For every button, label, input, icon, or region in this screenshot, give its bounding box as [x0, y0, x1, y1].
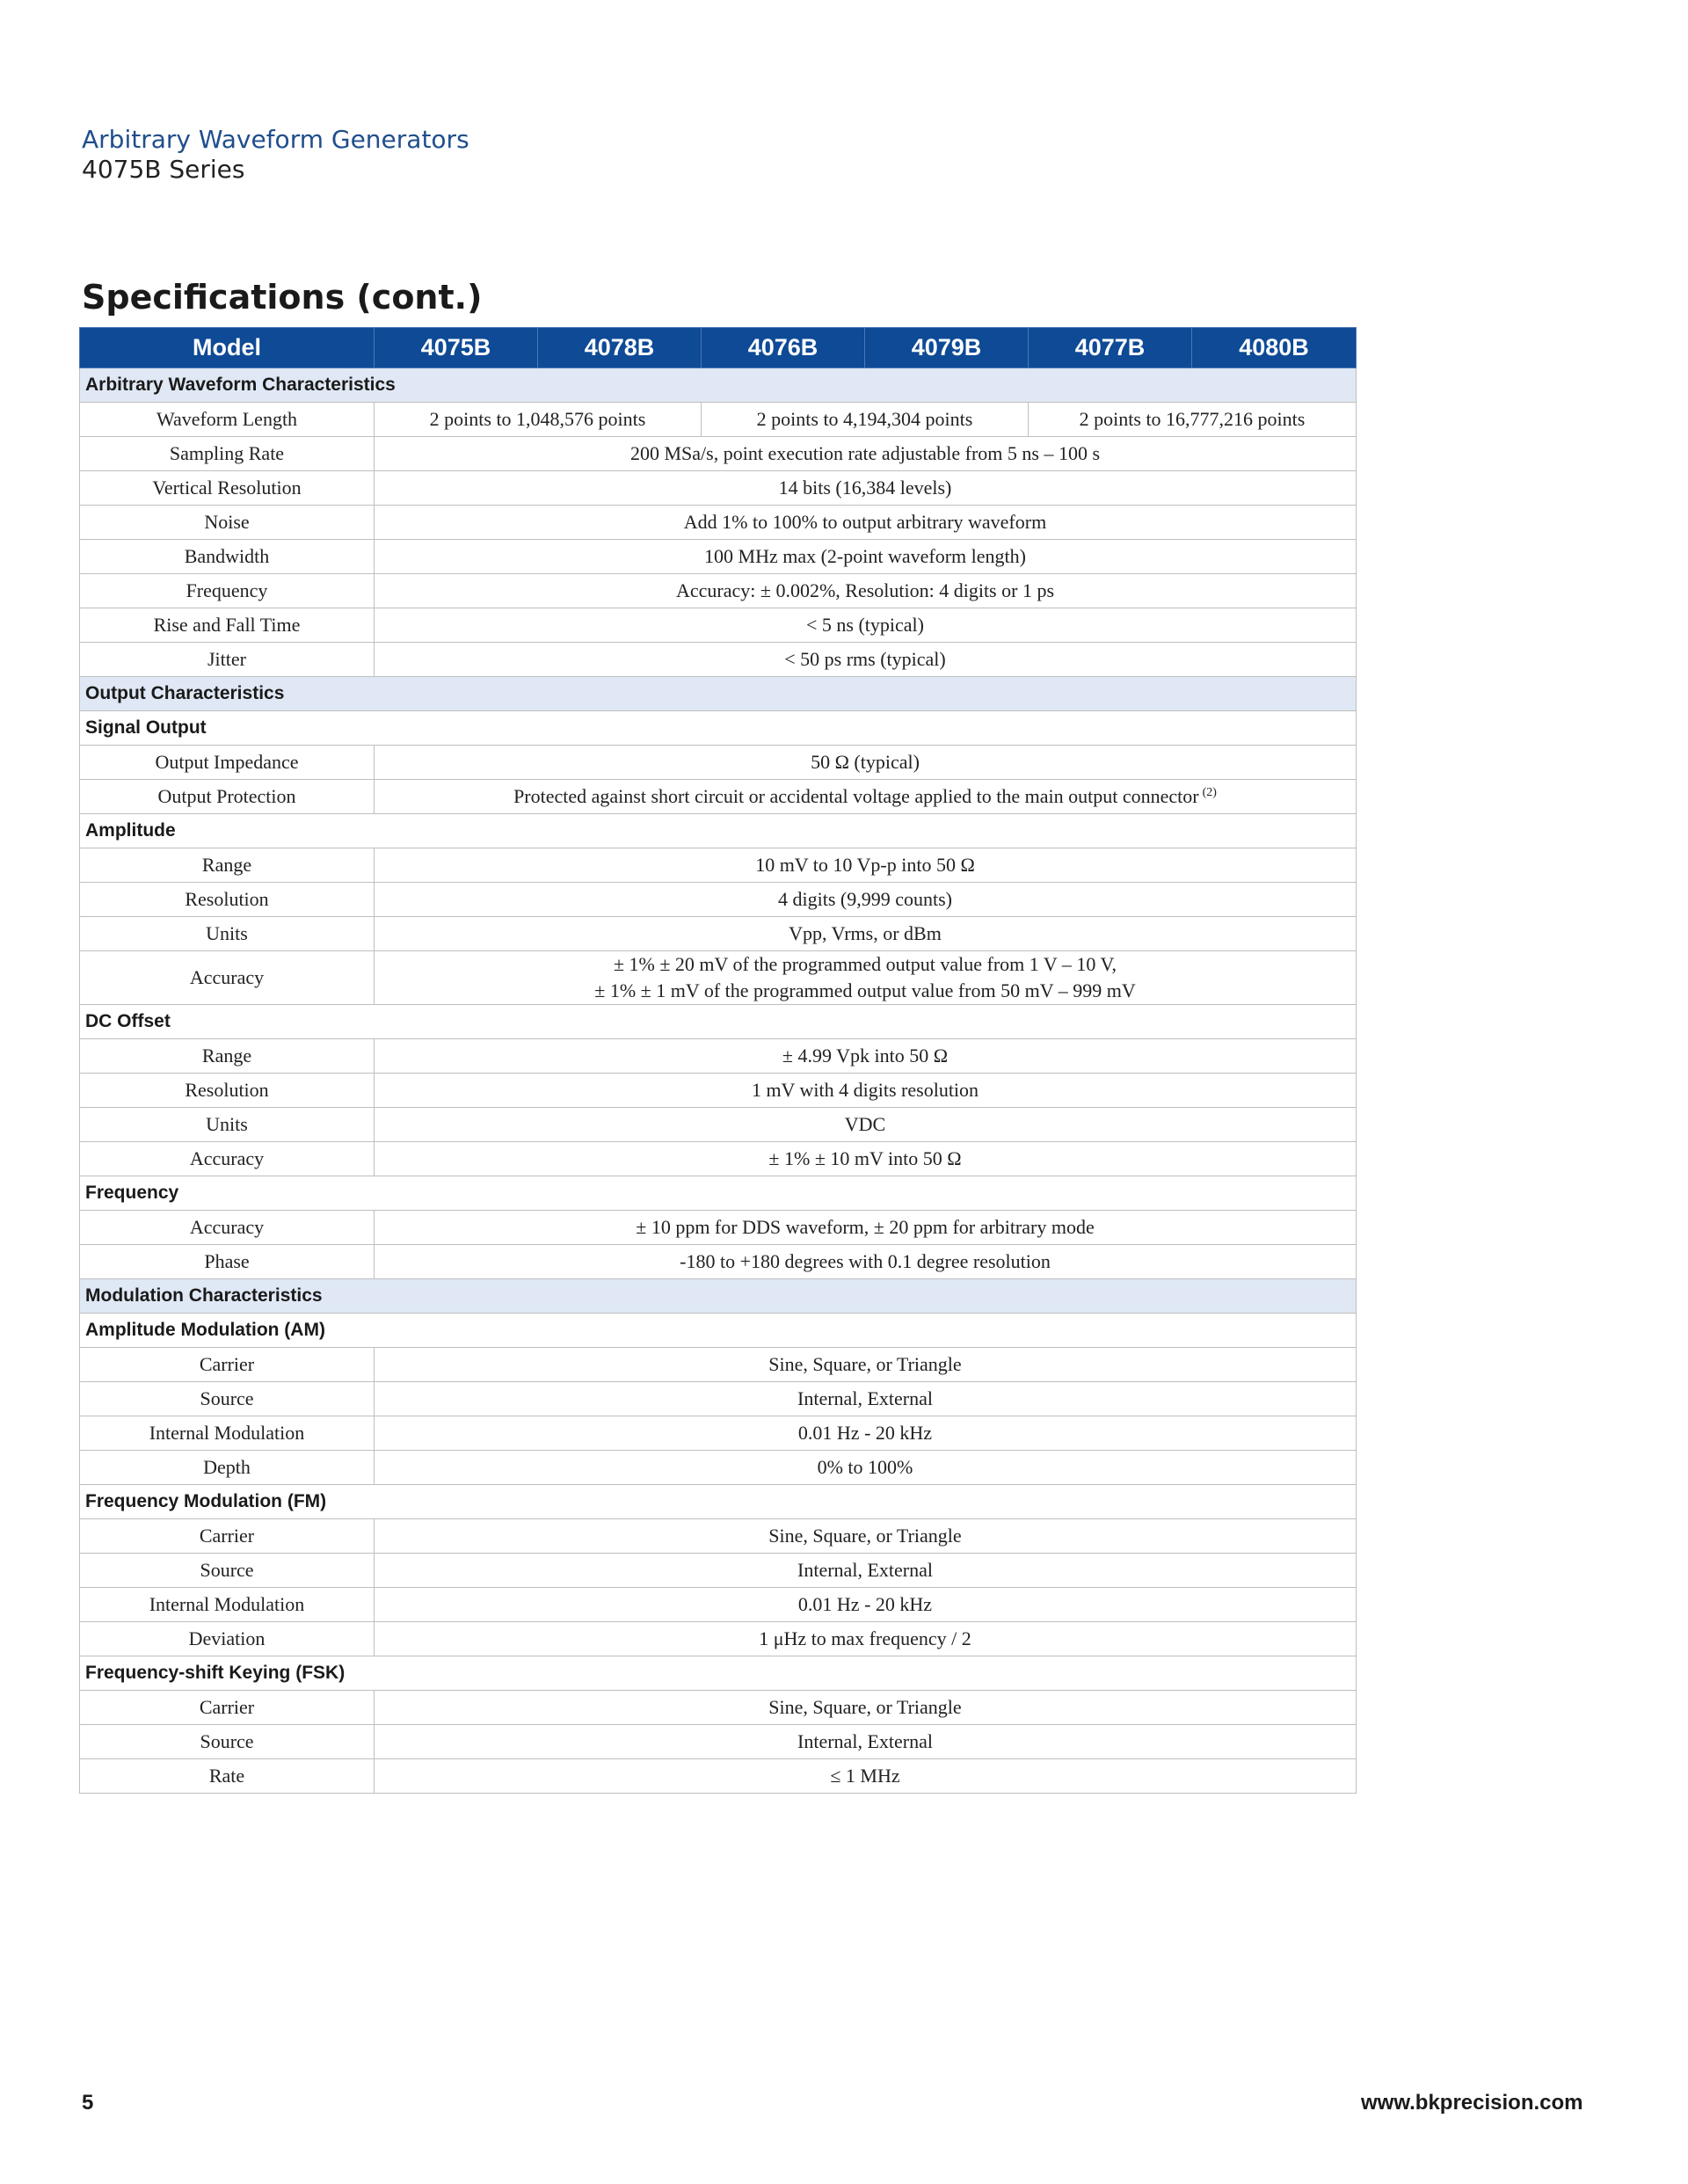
row-value: Internal, External: [375, 1554, 1357, 1588]
row-label: Range: [80, 1039, 375, 1074]
row-value: ± 1% ± 10 mV into 50 Ω: [375, 1142, 1357, 1176]
row-value: [375, 780, 1357, 814]
row-value: Internal, External: [375, 1382, 1357, 1416]
table-row: [80, 506, 1357, 540]
table-row: [80, 1382, 1357, 1416]
subcategory-heading: Amplitude Modulation (AM): [80, 1314, 1357, 1348]
row-value: 4 digits (9,999 counts): [375, 883, 1357, 917]
table-row: [80, 1348, 1357, 1382]
row-label: Frequency: [80, 574, 375, 608]
table-row: [80, 1039, 1357, 1074]
table-row: [80, 608, 1357, 643]
table-row: [80, 1725, 1357, 1759]
row-value: 2 points to 16,777,216 points: [1029, 403, 1357, 437]
row-value: 2 points to 1,048,576 points: [375, 403, 702, 437]
model-col: 4077B: [1029, 328, 1192, 368]
row-value: ≤ 1 MHz: [375, 1759, 1357, 1794]
row-label: Source: [80, 1725, 375, 1759]
table-row: [80, 1211, 1357, 1245]
table-row: [80, 780, 1357, 814]
row-label: Waveform Length: [80, 403, 375, 437]
specifications-table: [79, 327, 1357, 1794]
table-row: [80, 1074, 1357, 1108]
row-value: -180 to +180 degrees with 0.1 degree resolution: [375, 1245, 1357, 1279]
category-heading: Output Characteristics: [80, 677, 1357, 711]
row-value: Vpp, Vrms, or dBm: [375, 917, 1357, 951]
subcategory-heading: Frequency Modulation (FM): [80, 1485, 1357, 1519]
table-row: [80, 1142, 1357, 1176]
accuracy-line: ± 1% ± 1 mV of the programmed output value from 50 mV – 999 mV: [594, 979, 1136, 1001]
row-label: Resolution: [80, 883, 375, 917]
row-value: Accuracy: ± 0.002%, Resolution: 4 digits or 1 ps: [375, 574, 1357, 608]
row-value: Sine, Square, or Triangle: [375, 1348, 1357, 1382]
row-value: 1 μHz to max frequency / 2: [375, 1622, 1357, 1656]
row-value: [375, 951, 1357, 1005]
category-heading: Arbitrary Waveform Characteristics: [80, 368, 1357, 403]
table-row: [80, 848, 1357, 883]
page-number: 5: [82, 2091, 94, 2115]
row-value: 1 mV with 4 digits resolution: [375, 1074, 1357, 1108]
model-col: 4079B: [865, 328, 1029, 368]
row-label: Bandwidth: [80, 540, 375, 574]
subcategory-heading: DC Offset: [80, 1005, 1357, 1039]
table-row: [80, 1416, 1357, 1451]
subcategory-heading: Signal Output: [80, 711, 1357, 746]
row-value: Internal, External: [375, 1725, 1357, 1759]
row-label: Units: [80, 917, 375, 951]
table-row: [80, 1554, 1357, 1588]
model-col: 4078B: [538, 328, 702, 368]
section-title: Specifications (cont.): [82, 278, 483, 317]
row-value: VDC: [375, 1108, 1357, 1142]
table-row: [80, 574, 1357, 608]
row-value: 0% to 100%: [375, 1451, 1357, 1485]
table-row: [80, 1108, 1357, 1142]
row-value: 100 MHz max (2-point waveform length): [375, 540, 1357, 574]
row-label: Carrier: [80, 1519, 375, 1554]
row-label: Internal Modulation: [80, 1416, 375, 1451]
row-value: < 50 ps rms (typical): [375, 643, 1357, 677]
model-col: 4076B: [702, 328, 865, 368]
row-label: Resolution: [80, 1074, 375, 1108]
table-row: [80, 1691, 1357, 1725]
row-value: 0.01 Hz - 20 kHz: [375, 1588, 1357, 1622]
model-header: Model: [80, 328, 375, 368]
row-label: Source: [80, 1554, 375, 1588]
table-row: [80, 1519, 1357, 1554]
table-row: [80, 883, 1357, 917]
table-row: [80, 746, 1357, 780]
subcategory-heading: Frequency-shift Keying (FSK): [80, 1656, 1357, 1691]
row-label: Depth: [80, 1451, 375, 1485]
table-row: [80, 540, 1357, 574]
row-label: Sampling Rate: [80, 437, 375, 471]
row-label: Vertical Resolution: [80, 471, 375, 506]
row-label: Output Protection: [80, 780, 375, 814]
row-value: Sine, Square, or Triangle: [375, 1691, 1357, 1725]
subcategory-heading: Amplitude: [80, 814, 1357, 848]
row-label: Range: [80, 848, 375, 883]
header-title: Arbitrary Waveform Generators: [82, 125, 469, 154]
row-value: Sine, Square, or Triangle: [375, 1519, 1357, 1554]
row-value: Add 1% to 100% to output arbitrary waveform: [375, 506, 1357, 540]
table-row: [80, 403, 1357, 437]
row-label: Internal Modulation: [80, 1588, 375, 1622]
table-row: [80, 437, 1357, 471]
row-label: Source: [80, 1382, 375, 1416]
row-value: 200 MSa/s, point execution rate adjustable from 5 ns – 100 s: [375, 437, 1357, 471]
row-label: Accuracy: [80, 951, 375, 1005]
row-label: Deviation: [80, 1622, 375, 1656]
row-label: Rise and Fall Time: [80, 608, 375, 643]
row-value: 14 bits (16,384 levels): [375, 471, 1357, 506]
table-header-row: [80, 328, 1357, 368]
website-link[interactable]: www.bkprecision.com: [1361, 2091, 1583, 2115]
row-value: 50 Ω (typical): [375, 746, 1357, 780]
footnote-marker: (2): [1202, 785, 1217, 799]
table-row: [80, 951, 1357, 1005]
row-value: 10 mV to 10 Vp-p into 50 Ω: [375, 848, 1357, 883]
table-row: [80, 917, 1357, 951]
row-label: Output Impedance: [80, 746, 375, 780]
accuracy-line: ± 1% ± 20 mV of the programmed output value from 1 V – 10 V,: [613, 953, 1117, 975]
subcategory-heading: Frequency: [80, 1176, 1357, 1211]
table-row: [80, 1759, 1357, 1794]
row-label: Phase: [80, 1245, 375, 1279]
row-value: 0.01 Hz - 20 kHz: [375, 1416, 1357, 1451]
table-row: [80, 643, 1357, 677]
table-row: [80, 1622, 1357, 1656]
table-row: [80, 1245, 1357, 1279]
row-value: 2 points to 4,194,304 points: [702, 403, 1029, 437]
protection-text: Protected against short circuit or accidental voltage applied to the main output connector: [513, 785, 1199, 807]
row-label: Jitter: [80, 643, 375, 677]
row-label: Noise: [80, 506, 375, 540]
row-label: Carrier: [80, 1348, 375, 1382]
row-label: Accuracy: [80, 1142, 375, 1176]
row-label: Accuracy: [80, 1211, 375, 1245]
table-row: [80, 1588, 1357, 1622]
category-heading: Modulation Characteristics: [80, 1279, 1357, 1314]
model-col: 4080B: [1192, 328, 1357, 368]
row-value: ± 4.99 Vpk into 50 Ω: [375, 1039, 1357, 1074]
row-label: Carrier: [80, 1691, 375, 1725]
row-label: Units: [80, 1108, 375, 1142]
table-row: [80, 471, 1357, 506]
row-label: Rate: [80, 1759, 375, 1794]
row-value: ± 10 ppm for DDS waveform, ± 20 ppm for arbitrary mode: [375, 1211, 1357, 1245]
row-value: < 5 ns (typical): [375, 608, 1357, 643]
header-series: 4075B Series: [82, 155, 245, 184]
table-row: [80, 1451, 1357, 1485]
model-col: 4075B: [375, 328, 538, 368]
